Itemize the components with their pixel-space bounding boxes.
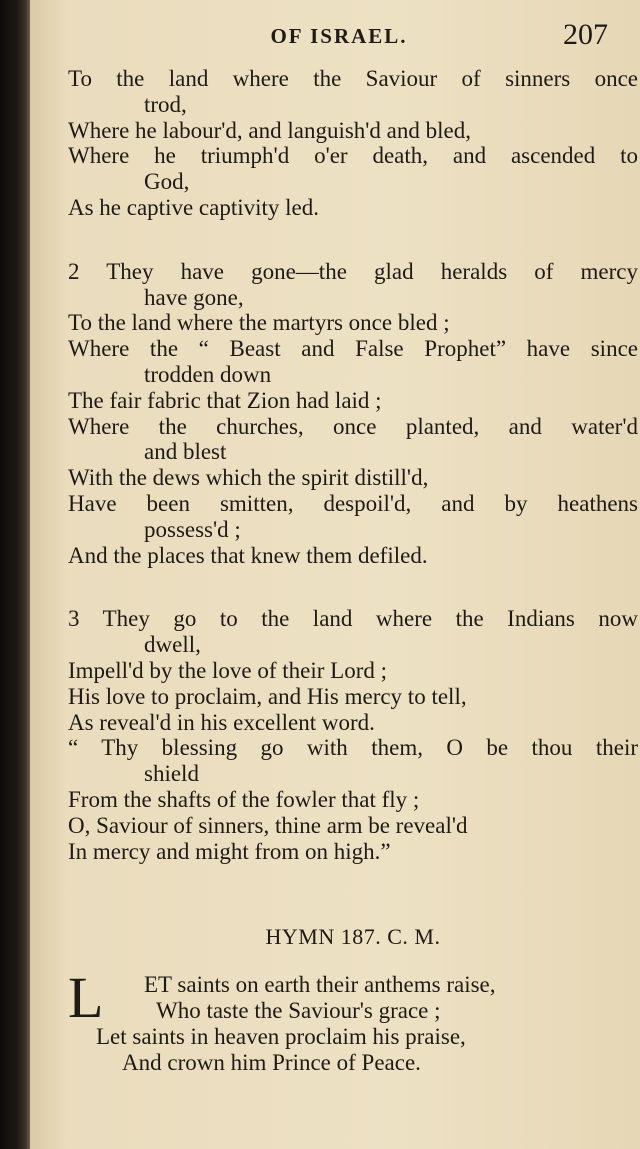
- running-title: OF ISRAEL.: [270, 24, 408, 48]
- verse-line: 2 They have gone—the glad heralds of mercy: [68, 258, 638, 284]
- hymn-187: [68, 924, 638, 1075]
- stanza-spacer: [68, 221, 638, 259]
- stanza-3: [68, 606, 638, 864]
- book-spine-shadow: [0, 0, 30, 1149]
- verse-line: Where the churches, once planted, and water'd: [68, 413, 638, 439]
- verse-line: His love to proclaim, and His mercy to tell,: [68, 683, 467, 709]
- drop-cap: L: [68, 965, 104, 1031]
- verse-line: Impell'd by the love of their Lord ;: [68, 657, 388, 683]
- verse-line: O, Saviour of sinners, thine arm be reveal'd: [68, 812, 468, 838]
- book-page: [30, 0, 640, 1149]
- verse-line: dwell,: [144, 632, 201, 658]
- verse-line: As reveal'd in his excellent word.: [68, 709, 375, 735]
- verse-line: ET saints on earth their anthems raise,: [144, 972, 496, 998]
- verse-line: And the places that knew them defiled.: [68, 542, 428, 568]
- section-spacer: [68, 864, 638, 924]
- verse-line: And crown him Prince of Peace.: [122, 1049, 421, 1075]
- verse-line: To the land where the Saviour of sinners once: [68, 66, 638, 91]
- verse-line: and blest: [144, 439, 227, 465]
- stanza-spacer: [68, 568, 638, 606]
- page-content: [68, 66, 638, 1075]
- stanza-1: [68, 66, 638, 221]
- page-header: [70, 18, 608, 52]
- verse-line: Have been smitten, despoil'd, and by heathens: [68, 490, 638, 516]
- verse-line: 3 They go to the land where the Indians now: [68, 606, 638, 632]
- verse-line: With the dews which the spirit distill'd,: [68, 465, 429, 491]
- page-number: 207: [563, 18, 608, 51]
- verse-line: The fair fabric that Zion had laid ;: [68, 387, 382, 413]
- verse-line: God,: [144, 169, 190, 195]
- verse-line: Where he triumph'd o'er death, and ascended to: [68, 143, 638, 169]
- verse-line: Let saints in heaven proclaim his praise,: [96, 1023, 466, 1049]
- verse-line: In mercy and might from on high.”: [68, 838, 391, 864]
- hymn-heading: HYMN 187. C. M.: [265, 924, 441, 950]
- verse-line: shield: [144, 761, 199, 787]
- verse-line: Where the “ Beast and False Prophet” have since: [68, 336, 638, 362]
- verse-line: have gone,: [144, 284, 244, 310]
- verse-line: To the land where the martyrs once bled ;: [68, 310, 450, 336]
- stanza-2: [68, 259, 638, 569]
- verse-line: Where he labour'd, and languish'd and bled,: [68, 117, 471, 143]
- verse-line: trod,: [144, 91, 187, 117]
- verse-line: possess'd ;: [144, 516, 241, 542]
- verse-line: Who taste the Saviour's grace ;: [156, 997, 441, 1023]
- hymn-verse: [68, 965, 638, 1075]
- verse-line: trodden down: [144, 361, 272, 387]
- verse-line: As he captive captivity led.: [68, 194, 320, 220]
- verse-line: From the shafts of the fowler that fly ;: [68, 786, 420, 812]
- verse-line: “ Thy blessing go with them, O be thou their: [68, 735, 638, 761]
